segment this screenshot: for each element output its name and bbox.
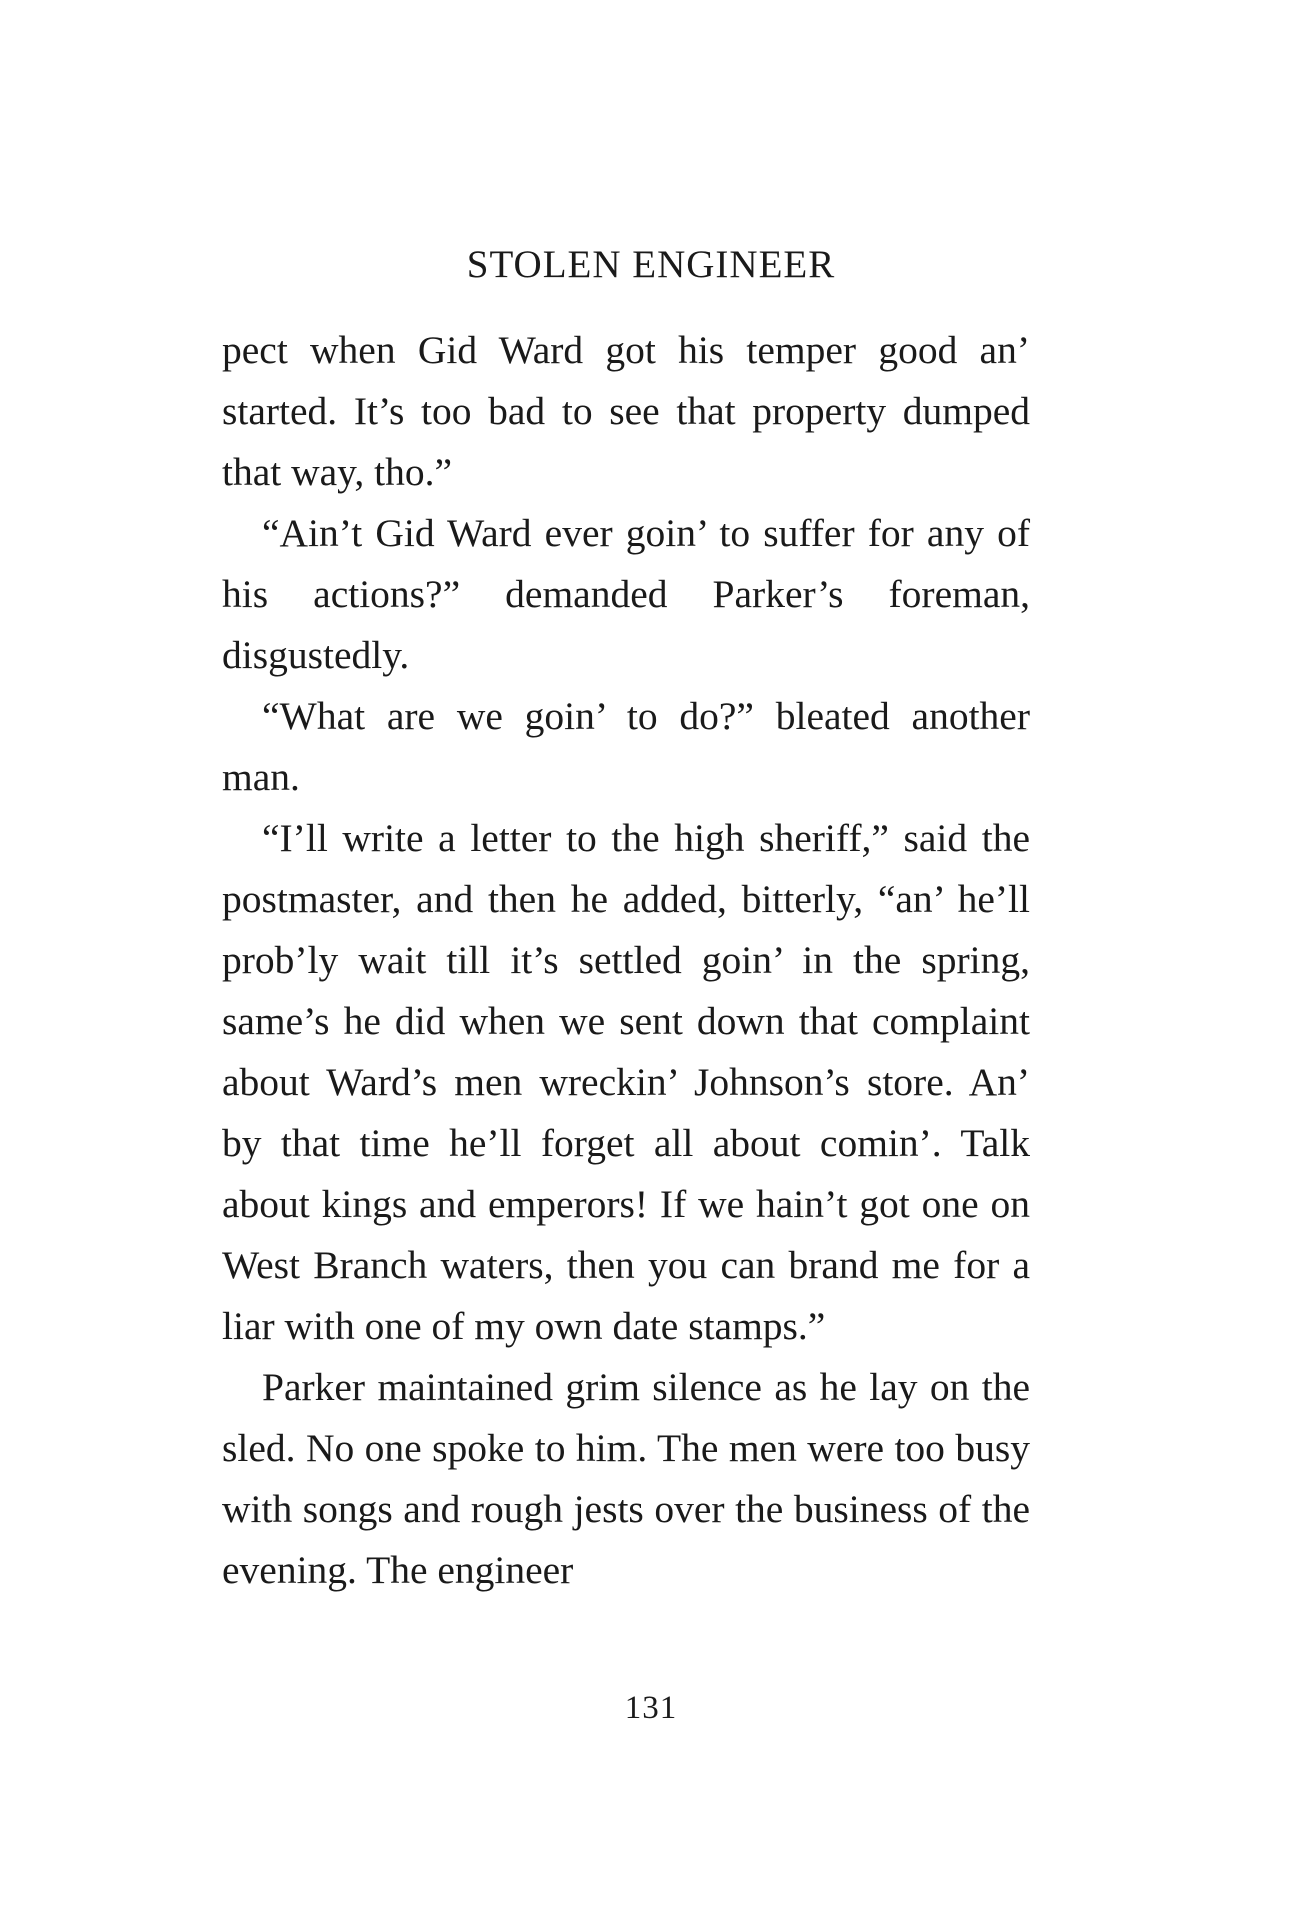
- paragraph-postmaster: “I’ll write a letter to the high sheriff,” said the postmaster, and then he added, bitterly, “an’ he’ll prob’ly wait till it’s settled goin’ in the spring, same’s he did when we sent down that complaint about Ward’s men wreckin’ Johnson’s store. An’ by that time he’ll forget all about comin’. Talk about kings and emperors! If we hain’t got one on West Branch waters, then you can brand me for a liar with one of my own date stamps.”: [222, 816, 1030, 1348]
- paragraph-parker-silence: Parker maintained grim silence as he lay on the sled. No one spoke to him. The men were too busy with songs and rough jests over the business of the evening. The engineer: [222, 1365, 1030, 1592]
- paragraph-another-man: “What are we goin’ to do?” bleated another man.: [222, 694, 1030, 799]
- body-text: [222, 320, 1030, 1601]
- paragraph-continuation: pect when Gid Ward got his temper good an’ started. It’s too bad to see that property dumped that way, tho.”: [222, 328, 1030, 494]
- paragraph-foreman-question: “Ain’t Gid Ward ever goin’ to suffer for any of his actions?” demanded Parker’s foreman, disgustedly.: [222, 511, 1030, 677]
- page-number: 131: [624, 1690, 678, 1726]
- running-head: STOLEN ENGINEER: [466, 243, 836, 286]
